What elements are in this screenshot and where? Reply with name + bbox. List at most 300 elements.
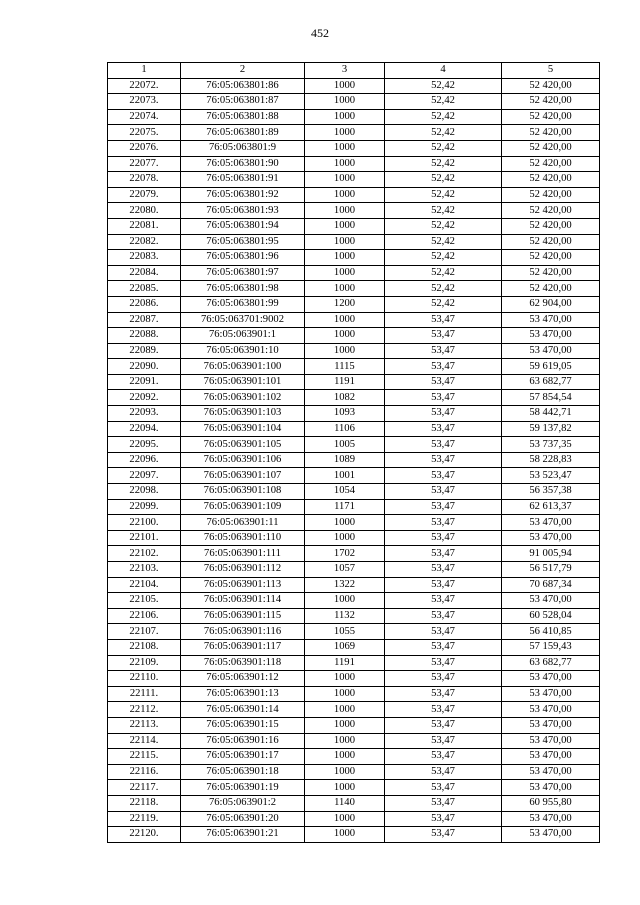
rate-cell: 53,47 xyxy=(385,624,502,640)
value-cell: 53 470,00 xyxy=(502,343,600,359)
value-cell: 52 420,00 xyxy=(502,109,600,125)
row-number-cell: 22109. xyxy=(108,655,181,671)
row-number-cell: 22091. xyxy=(108,374,181,390)
table-row xyxy=(108,265,600,281)
value-cell: 57 159,43 xyxy=(502,639,600,655)
value-cell: 53 470,00 xyxy=(502,717,600,733)
table-row xyxy=(108,546,600,562)
area-cell: 1000 xyxy=(305,671,385,687)
value-cell: 52 420,00 xyxy=(502,125,600,141)
value-cell: 52 420,00 xyxy=(502,78,600,94)
row-number-cell: 22097. xyxy=(108,468,181,484)
rate-cell: 53,47 xyxy=(385,437,502,453)
rate-cell: 53,47 xyxy=(385,406,502,422)
cadastral-number-cell: 76:05:063801:88 xyxy=(181,109,305,125)
table-row xyxy=(108,702,600,718)
row-number-cell: 22116. xyxy=(108,764,181,780)
area-cell: 1322 xyxy=(305,577,385,593)
row-number-cell: 22101. xyxy=(108,530,181,546)
row-number-cell: 22117. xyxy=(108,780,181,796)
area-cell: 1000 xyxy=(305,172,385,188)
area-cell: 1089 xyxy=(305,452,385,468)
row-number-cell: 22105. xyxy=(108,593,181,609)
rate-cell: 53,47 xyxy=(385,468,502,484)
row-number-cell: 22118. xyxy=(108,795,181,811)
row-number-cell: 22079. xyxy=(108,187,181,203)
value-cell: 53 470,00 xyxy=(502,515,600,531)
table-body xyxy=(108,78,600,842)
rate-cell: 53,47 xyxy=(385,390,502,406)
area-cell: 1005 xyxy=(305,437,385,453)
table-row xyxy=(108,437,600,453)
table-row xyxy=(108,406,600,422)
rate-cell: 52,42 xyxy=(385,78,502,94)
area-cell: 1000 xyxy=(305,686,385,702)
row-number-cell: 22096. xyxy=(108,452,181,468)
rate-cell: 52,42 xyxy=(385,109,502,125)
area-cell: 1069 xyxy=(305,639,385,655)
value-cell: 52 420,00 xyxy=(502,234,600,250)
header-row xyxy=(108,63,600,79)
table-row xyxy=(108,374,600,390)
value-cell: 63 682,77 xyxy=(502,655,600,671)
area-cell: 1001 xyxy=(305,468,385,484)
area-cell: 1115 xyxy=(305,359,385,375)
value-cell: 63 682,77 xyxy=(502,374,600,390)
area-cell: 1082 xyxy=(305,390,385,406)
area-cell: 1000 xyxy=(305,328,385,344)
area-cell: 1057 xyxy=(305,562,385,578)
row-number-cell: 22082. xyxy=(108,234,181,250)
table-row xyxy=(108,172,600,188)
cadastral-number-cell: 76:05:063901:15 xyxy=(181,717,305,733)
value-cell: 53 470,00 xyxy=(502,530,600,546)
cadastral-number-cell: 76:05:063801:96 xyxy=(181,250,305,266)
value-cell: 59 137,82 xyxy=(502,421,600,437)
value-cell: 53 470,00 xyxy=(502,593,600,609)
row-number-cell: 22078. xyxy=(108,172,181,188)
value-cell: 53 470,00 xyxy=(502,764,600,780)
table-row xyxy=(108,390,600,406)
cadastral-number-cell: 76:05:063901:103 xyxy=(181,406,305,422)
rate-cell: 52,42 xyxy=(385,234,502,250)
row-number-cell: 22114. xyxy=(108,733,181,749)
cadastral-number-cell: 76:05:063801:97 xyxy=(181,265,305,281)
table-row xyxy=(108,234,600,250)
area-cell: 1000 xyxy=(305,109,385,125)
value-cell: 60 528,04 xyxy=(502,608,600,624)
table-row xyxy=(108,421,600,437)
value-cell: 91 005,94 xyxy=(502,546,600,562)
row-number-cell: 22119. xyxy=(108,811,181,827)
row-number-cell: 22088. xyxy=(108,328,181,344)
row-number-cell: 22090. xyxy=(108,359,181,375)
value-cell: 56 517,79 xyxy=(502,562,600,578)
table-row xyxy=(108,671,600,687)
rate-cell: 53,47 xyxy=(385,686,502,702)
row-number-cell: 22077. xyxy=(108,156,181,172)
table-row xyxy=(108,312,600,328)
cadastral-number-cell: 76:05:063901:111 xyxy=(181,546,305,562)
table-row xyxy=(108,764,600,780)
cadastral-number-cell: 76:05:063901:106 xyxy=(181,452,305,468)
area-cell: 1000 xyxy=(305,702,385,718)
cadastral-number-cell: 76:05:063901:102 xyxy=(181,390,305,406)
rate-cell: 52,42 xyxy=(385,203,502,219)
cadastral-number-cell: 76:05:063901:118 xyxy=(181,655,305,671)
table-row xyxy=(108,811,600,827)
rate-cell: 53,47 xyxy=(385,655,502,671)
area-cell: 1000 xyxy=(305,187,385,203)
table-row xyxy=(108,452,600,468)
value-cell: 57 854,54 xyxy=(502,390,600,406)
value-cell: 62 613,37 xyxy=(502,499,600,515)
cadastral-number-cell: 76:05:063901:101 xyxy=(181,374,305,390)
cadastral-number-cell: 76:05:063801:94 xyxy=(181,218,305,234)
row-number-cell: 22115. xyxy=(108,749,181,765)
area-cell: 1093 xyxy=(305,406,385,422)
value-cell: 52 420,00 xyxy=(502,250,600,266)
row-number-cell: 22107. xyxy=(108,624,181,640)
area-cell: 1000 xyxy=(305,94,385,110)
row-number-cell: 22086. xyxy=(108,296,181,312)
table-row xyxy=(108,250,600,266)
table-row xyxy=(108,686,600,702)
rate-cell: 53,47 xyxy=(385,421,502,437)
cadastral-number-cell: 76:05:063901:115 xyxy=(181,608,305,624)
area-cell: 1000 xyxy=(305,140,385,156)
table-row xyxy=(108,359,600,375)
value-cell: 52 420,00 xyxy=(502,218,600,234)
rate-cell: 53,47 xyxy=(385,328,502,344)
cadastral-number-cell: 76:05:063901:112 xyxy=(181,562,305,578)
value-cell: 53 737,35 xyxy=(502,437,600,453)
row-number-cell: 22093. xyxy=(108,406,181,422)
rate-cell: 53,47 xyxy=(385,749,502,765)
table-row xyxy=(108,343,600,359)
area-cell: 1054 xyxy=(305,484,385,500)
row-number-cell: 22106. xyxy=(108,608,181,624)
area-cell: 1000 xyxy=(305,593,385,609)
area-cell: 1000 xyxy=(305,733,385,749)
rate-cell: 53,47 xyxy=(385,343,502,359)
row-number-cell: 22075. xyxy=(108,125,181,141)
header-cell: 1 xyxy=(108,63,181,79)
cadastral-number-cell: 76:05:063901:114 xyxy=(181,593,305,609)
cadastral-number-cell: 76:05:063901:109 xyxy=(181,499,305,515)
cadastral-number-cell: 76:05:063801:93 xyxy=(181,203,305,219)
page-number: 452 xyxy=(311,26,329,40)
header-cell: 3 xyxy=(305,63,385,79)
cadastral-number-cell: 76:05:063901:13 xyxy=(181,686,305,702)
header-cell: 5 xyxy=(502,63,600,79)
value-cell: 53 470,00 xyxy=(502,671,600,687)
area-cell: 1132 xyxy=(305,608,385,624)
cadastral-number-cell: 76:05:063901:21 xyxy=(181,827,305,843)
rate-cell: 53,47 xyxy=(385,717,502,733)
row-number-cell: 22072. xyxy=(108,78,181,94)
table-row xyxy=(108,795,600,811)
row-number-cell: 22113. xyxy=(108,717,181,733)
area-cell: 1171 xyxy=(305,499,385,515)
row-number-cell: 22100. xyxy=(108,515,181,531)
rate-cell: 53,47 xyxy=(385,577,502,593)
rate-cell: 52,42 xyxy=(385,140,502,156)
value-cell: 59 619,05 xyxy=(502,359,600,375)
cadastral-number-cell: 76:05:063801:9 xyxy=(181,140,305,156)
rate-cell: 52,42 xyxy=(385,156,502,172)
rate-cell: 53,47 xyxy=(385,764,502,780)
table-row xyxy=(108,780,600,796)
rate-cell: 53,47 xyxy=(385,671,502,687)
data-table xyxy=(107,62,600,843)
cadastral-number-cell: 76:05:063901:117 xyxy=(181,639,305,655)
value-cell: 53 470,00 xyxy=(502,827,600,843)
value-cell: 53 470,00 xyxy=(502,686,600,702)
rate-cell: 52,42 xyxy=(385,296,502,312)
row-number-cell: 22108. xyxy=(108,639,181,655)
area-cell: 1000 xyxy=(305,780,385,796)
value-cell: 53 470,00 xyxy=(502,312,600,328)
area-cell: 1000 xyxy=(305,78,385,94)
value-cell: 53 470,00 xyxy=(502,780,600,796)
table-row xyxy=(108,515,600,531)
area-cell: 1000 xyxy=(305,717,385,733)
cadastral-number-cell: 76:05:063901:14 xyxy=(181,702,305,718)
row-number-cell: 22102. xyxy=(108,546,181,562)
table-row xyxy=(108,281,600,297)
area-cell: 1000 xyxy=(305,530,385,546)
row-number-cell: 22103. xyxy=(108,562,181,578)
row-number-cell: 22083. xyxy=(108,250,181,266)
table-row xyxy=(108,125,600,141)
row-number-cell: 22098. xyxy=(108,484,181,500)
area-cell: 1140 xyxy=(305,795,385,811)
area-cell: 1000 xyxy=(305,250,385,266)
area-cell: 1000 xyxy=(305,312,385,328)
cadastral-number-cell: 76:05:063901:12 xyxy=(181,671,305,687)
table-row xyxy=(108,484,600,500)
value-cell: 52 420,00 xyxy=(502,156,600,172)
cadastral-number-cell: 76:05:063801:86 xyxy=(181,78,305,94)
rate-cell: 53,47 xyxy=(385,733,502,749)
value-cell: 70 687,34 xyxy=(502,577,600,593)
row-number-cell: 22092. xyxy=(108,390,181,406)
value-cell: 52 420,00 xyxy=(502,187,600,203)
cadastral-number-cell: 76:05:063901:17 xyxy=(181,749,305,765)
cadastral-number-cell: 76:05:063901:110 xyxy=(181,530,305,546)
rate-cell: 53,47 xyxy=(385,780,502,796)
rate-cell: 53,47 xyxy=(385,484,502,500)
cadastral-number-cell: 76:05:063901:108 xyxy=(181,484,305,500)
table-row xyxy=(108,530,600,546)
row-number-cell: 22094. xyxy=(108,421,181,437)
value-cell: 52 420,00 xyxy=(502,281,600,297)
table-row xyxy=(108,733,600,749)
table-row xyxy=(108,624,600,640)
area-cell: 1000 xyxy=(305,203,385,219)
table-row xyxy=(108,608,600,624)
value-cell: 62 904,00 xyxy=(502,296,600,312)
cadastral-number-cell: 76:05:063901:20 xyxy=(181,811,305,827)
rate-cell: 52,42 xyxy=(385,250,502,266)
area-cell: 1055 xyxy=(305,624,385,640)
rate-cell: 53,47 xyxy=(385,374,502,390)
table-row xyxy=(108,717,600,733)
area-cell: 1000 xyxy=(305,218,385,234)
value-cell: 53 470,00 xyxy=(502,811,600,827)
rate-cell: 53,47 xyxy=(385,795,502,811)
rate-cell: 53,47 xyxy=(385,452,502,468)
table-row xyxy=(108,639,600,655)
rate-cell: 53,47 xyxy=(385,608,502,624)
area-cell: 1000 xyxy=(305,811,385,827)
row-number-cell: 22104. xyxy=(108,577,181,593)
area-cell: 1191 xyxy=(305,655,385,671)
table-row xyxy=(108,203,600,219)
table-row xyxy=(108,468,600,484)
table-row xyxy=(108,109,600,125)
cadastral-number-cell: 76:05:063701:9002 xyxy=(181,312,305,328)
cadastral-number-cell: 76:05:063901:107 xyxy=(181,468,305,484)
row-number-cell: 22120. xyxy=(108,827,181,843)
row-number-cell: 22111. xyxy=(108,686,181,702)
value-cell: 58 442,71 xyxy=(502,406,600,422)
value-cell: 52 420,00 xyxy=(502,265,600,281)
cadastral-number-cell: 76:05:063801:92 xyxy=(181,187,305,203)
table-row xyxy=(108,562,600,578)
area-cell: 1200 xyxy=(305,296,385,312)
row-number-cell: 22087. xyxy=(108,312,181,328)
rate-cell: 53,47 xyxy=(385,515,502,531)
rate-cell: 52,42 xyxy=(385,187,502,203)
rate-cell: 52,42 xyxy=(385,265,502,281)
area-cell: 1106 xyxy=(305,421,385,437)
value-cell: 53 470,00 xyxy=(502,702,600,718)
rate-cell: 52,42 xyxy=(385,94,502,110)
table-header xyxy=(108,63,600,79)
rate-cell: 53,47 xyxy=(385,827,502,843)
rate-cell: 52,42 xyxy=(385,281,502,297)
value-cell: 53 470,00 xyxy=(502,749,600,765)
area-cell: 1000 xyxy=(305,515,385,531)
cadastral-number-cell: 76:05:063901:116 xyxy=(181,624,305,640)
area-cell: 1000 xyxy=(305,749,385,765)
rate-cell: 53,47 xyxy=(385,702,502,718)
value-cell: 60 955,80 xyxy=(502,795,600,811)
row-number-cell: 22074. xyxy=(108,109,181,125)
area-cell: 1000 xyxy=(305,343,385,359)
table-row xyxy=(108,94,600,110)
cadastral-number-cell: 76:05:063801:99 xyxy=(181,296,305,312)
row-number-cell: 22110. xyxy=(108,671,181,687)
area-cell: 1000 xyxy=(305,234,385,250)
cadastral-number-cell: 76:05:063801:90 xyxy=(181,156,305,172)
rate-cell: 52,42 xyxy=(385,218,502,234)
area-cell: 1000 xyxy=(305,156,385,172)
row-number-cell: 22076. xyxy=(108,140,181,156)
cadastral-number-cell: 76:05:063801:89 xyxy=(181,125,305,141)
table-row xyxy=(108,655,600,671)
rate-cell: 53,47 xyxy=(385,312,502,328)
table-row xyxy=(108,156,600,172)
cadastral-number-cell: 76:05:063901:10 xyxy=(181,343,305,359)
area-cell: 1702 xyxy=(305,546,385,562)
row-number-cell: 22089. xyxy=(108,343,181,359)
header-cell: 4 xyxy=(385,63,502,79)
value-cell: 53 523,47 xyxy=(502,468,600,484)
value-cell: 52 420,00 xyxy=(502,140,600,156)
table-row xyxy=(108,593,600,609)
row-number-cell: 22073. xyxy=(108,94,181,110)
rate-cell: 52,42 xyxy=(385,125,502,141)
cadastral-number-cell: 76:05:063901:2 xyxy=(181,795,305,811)
area-cell: 1000 xyxy=(305,281,385,297)
header-cell: 2 xyxy=(181,63,305,79)
area-cell: 1000 xyxy=(305,125,385,141)
rate-cell: 53,47 xyxy=(385,499,502,515)
cadastral-number-cell: 76:05:063801:98 xyxy=(181,281,305,297)
table-row xyxy=(108,577,600,593)
table-row xyxy=(108,749,600,765)
rate-cell: 53,47 xyxy=(385,593,502,609)
row-number-cell: 22085. xyxy=(108,281,181,297)
value-cell: 56 357,38 xyxy=(502,484,600,500)
area-cell: 1000 xyxy=(305,764,385,780)
row-number-cell: 22080. xyxy=(108,203,181,219)
area-cell: 1000 xyxy=(305,827,385,843)
table-row xyxy=(108,78,600,94)
row-number-cell: 22099. xyxy=(108,499,181,515)
rate-cell: 53,47 xyxy=(385,530,502,546)
cadastral-number-cell: 76:05:063901:113 xyxy=(181,577,305,593)
row-number-cell: 22081. xyxy=(108,218,181,234)
rate-cell: 53,47 xyxy=(385,359,502,375)
row-number-cell: 22112. xyxy=(108,702,181,718)
row-number-cell: 22084. xyxy=(108,265,181,281)
cadastral-number-cell: 76:05:063901:100 xyxy=(181,359,305,375)
cadastral-number-cell: 76:05:063901:16 xyxy=(181,733,305,749)
cadastral-number-cell: 76:05:063901:19 xyxy=(181,780,305,796)
cadastral-number-cell: 76:05:063901:18 xyxy=(181,764,305,780)
area-cell: 1000 xyxy=(305,265,385,281)
rate-cell: 53,47 xyxy=(385,562,502,578)
rate-cell: 52,42 xyxy=(385,172,502,188)
cadastral-number-cell: 76:05:063801:95 xyxy=(181,234,305,250)
value-cell: 52 420,00 xyxy=(502,172,600,188)
table-row xyxy=(108,328,600,344)
value-cell: 53 470,00 xyxy=(502,733,600,749)
table-row xyxy=(108,827,600,843)
cadastral-number-cell: 76:05:063801:87 xyxy=(181,94,305,110)
row-number-cell: 22095. xyxy=(108,437,181,453)
value-cell: 56 410,85 xyxy=(502,624,600,640)
area-cell: 1191 xyxy=(305,374,385,390)
table-row xyxy=(108,218,600,234)
cadastral-number-cell: 76:05:063901:105 xyxy=(181,437,305,453)
cadastral-number-cell: 76:05:063901:1 xyxy=(181,328,305,344)
rate-cell: 53,47 xyxy=(385,546,502,562)
cadastral-number-cell: 76:05:063801:91 xyxy=(181,172,305,188)
value-cell: 53 470,00 xyxy=(502,328,600,344)
value-cell: 52 420,00 xyxy=(502,94,600,110)
rate-cell: 53,47 xyxy=(385,811,502,827)
table-row xyxy=(108,296,600,312)
cadastral-number-cell: 76:05:063901:104 xyxy=(181,421,305,437)
table-row xyxy=(108,140,600,156)
cadastral-number-cell: 76:05:063901:11 xyxy=(181,515,305,531)
table-row xyxy=(108,499,600,515)
